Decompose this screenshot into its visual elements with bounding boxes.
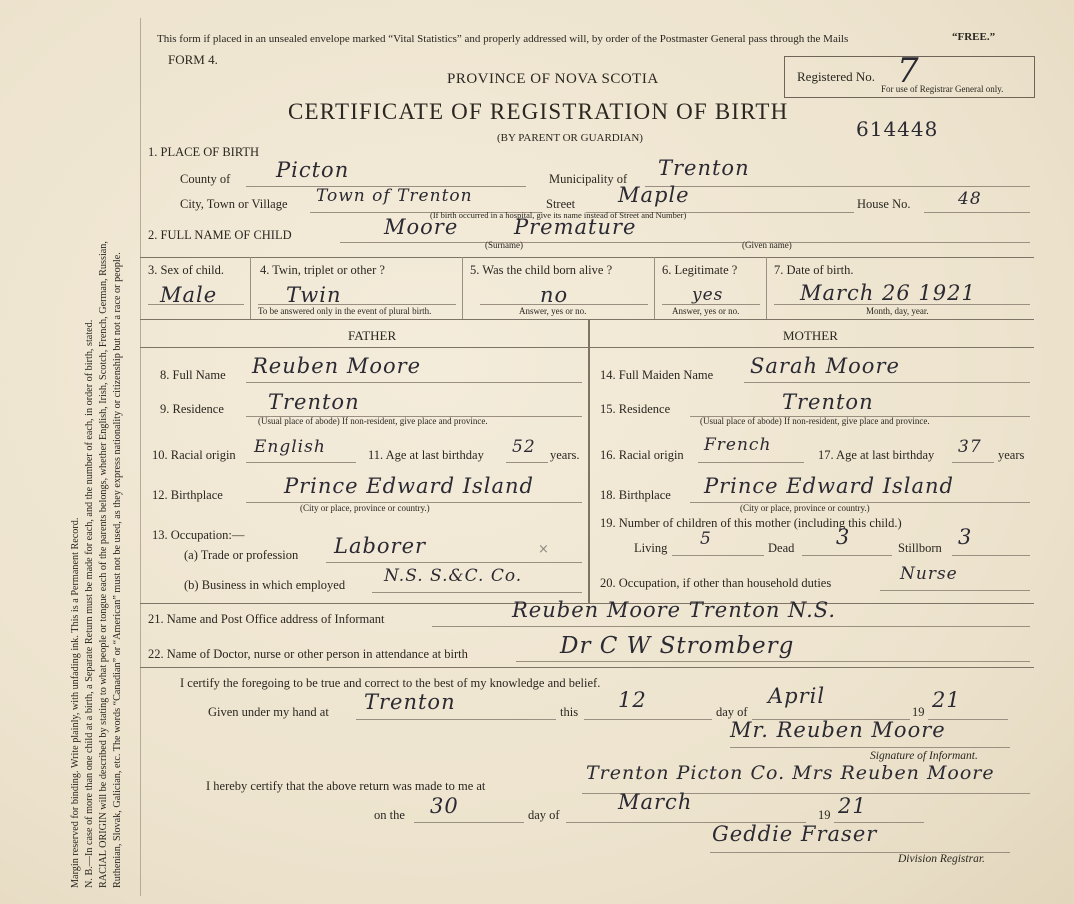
hospital-note: (If birth occurred in a hospital, give its name instead of Street and Number) [430, 210, 687, 220]
trade-line [326, 562, 582, 563]
child-given-name: Premature [514, 215, 637, 239]
cross-mark: × [538, 542, 549, 557]
father-occupation-label: 13. Occupation:— [152, 528, 245, 542]
mother-occupation: Nurse [900, 564, 958, 584]
sex-value: Male [160, 283, 218, 307]
father-heading: FATHER [348, 328, 397, 343]
mother-age: 37 [958, 437, 982, 457]
registered-number: 7 [897, 51, 920, 91]
mother-occupation-label: 20. Occupation, if other than household duties [600, 576, 832, 590]
father-age: 52 [512, 437, 536, 457]
postal-notice: This form if placed in an unsealed envelope marked “Vital Statistics” and properly addressed will, by order of the Postmaster General pass through the Mails [157, 33, 849, 45]
free-mark: “FREE.” [952, 31, 996, 43]
cert-year: 21 [932, 688, 961, 712]
living-line [672, 555, 764, 556]
county-value: Picton [276, 158, 350, 182]
rule-certify [140, 667, 1034, 668]
city-label: City, Town or Village [180, 197, 288, 211]
reg-month: March [618, 790, 693, 814]
divider-1 [250, 257, 251, 319]
registrar-signature-label: Division Registrar. [898, 853, 985, 865]
informant-signature: Mr. Reuben Moore [730, 718, 946, 742]
parents-divider [588, 319, 590, 603]
municipality-line [645, 186, 1030, 187]
mother-birthplace-note: (City or place, province or country.) [740, 503, 870, 513]
divider-4 [766, 257, 767, 319]
given-under-label: Given under my hand at [208, 705, 329, 719]
cert-day-of-label: day of [716, 705, 748, 719]
doctor-line [516, 661, 1030, 662]
margin-note-3: RACIAL ORIGIN will be described by stating to what people or tongue each of the parents belongs, whether English, Irish, Scotch, French, German, Russian, [98, 241, 109, 888]
dead-label: Dead [768, 541, 795, 555]
house-line [924, 212, 1030, 213]
father-race-label: 10. Racial origin [152, 448, 236, 462]
given-place-line [356, 719, 556, 720]
municipality-label: Municipality of [549, 172, 628, 186]
house-label: House No. [857, 197, 911, 211]
street-label: Street [546, 197, 576, 211]
cert-day-line [584, 719, 712, 720]
sex-label: 3. Sex of child. [148, 263, 225, 277]
registered-label: Registered No. [797, 69, 875, 84]
mother-age-label: 17. Age at last birthday [818, 448, 935, 462]
father-birthplace-note: (City or place, province or country.) [300, 503, 430, 513]
father-residence-note: (Usual place of abode) If non-resident, give place and province. [258, 416, 488, 426]
twin-line [258, 304, 456, 305]
father-birthplace-label: 12. Birthplace [152, 488, 223, 502]
informant-label: 21. Name and Post Office address of Informant [148, 612, 385, 626]
father-race-line [246, 462, 356, 463]
rule-after-row [140, 319, 1034, 320]
city-value: Town of Trenton [316, 186, 473, 206]
mother-name-line [744, 382, 1030, 383]
on-the-label: on the [374, 808, 405, 822]
registration-box [784, 51, 1035, 98]
mother-race-line [698, 462, 804, 463]
binding-margin-line [140, 18, 141, 896]
father-trade: Laborer [334, 534, 427, 558]
father-business: N.S. S.&C. Co. [384, 566, 523, 586]
father-race: English [254, 437, 326, 457]
rule-top-row [140, 257, 1034, 258]
province-heading: PROVINCE OF NOVA SCOTIA [447, 71, 659, 87]
date-note: Month, day, year. [866, 306, 929, 316]
mother-race-label: 16. Racial origin [600, 448, 684, 462]
mother-name: Sarah Moore [750, 354, 900, 378]
mother-occupation-line [880, 590, 1030, 591]
dead-line [802, 555, 892, 556]
date-value: March 26 1921 [800, 281, 976, 305]
cert-month: April [768, 684, 826, 708]
mother-name-label: 14. Full Maiden Name [600, 368, 714, 382]
father-name-line [246, 382, 582, 383]
mother-residence-label: 15. Residence [600, 402, 671, 416]
reg-day: 30 [430, 794, 459, 818]
mother-residence: Trenton [782, 390, 874, 414]
place-of-birth-label: 1. PLACE OF BIRTH [148, 145, 260, 159]
living-value: 5 [700, 529, 712, 549]
informant-line [432, 626, 1030, 627]
page-title: CERTIFICATE OF REGISTRATION OF BIRTH [288, 99, 789, 124]
house-value: 48 [958, 189, 982, 209]
reg-day-line [414, 822, 524, 823]
child-name-line [340, 242, 1030, 243]
date-label: 7. Date of birth. [774, 263, 854, 277]
legitimate-label: 6. Legitimate ? [662, 263, 738, 277]
margin-notes [66, 20, 130, 895]
registrar-signature: Geddie Fraser [712, 822, 878, 846]
trade-label: (a) Trade or profession [184, 548, 299, 562]
margin-note-1: Margin reserved for binding. Write plainly, with unfading ink. This is a Permanent Record. [70, 517, 81, 888]
given-name-note: (Given name) [742, 240, 792, 250]
reg-year-prefix: 19 [818, 808, 831, 822]
father-residence-label: 9. Residence [160, 402, 224, 416]
alive-label: 5. Was the child born alive ? [470, 263, 613, 277]
mother-race: French [704, 435, 772, 455]
margin-note-4: Ruthenian, Slovak, Galician, etc. The words “Canadian” or “American” must not be used, as they express nationality or citizenship but not a race or people. [112, 252, 123, 888]
divider-3 [654, 257, 655, 319]
registrar-place: Trenton Picton Co. Mrs Reuben Moore [586, 762, 995, 784]
cert-year-prefix: 19 [912, 705, 925, 719]
children-label: 19. Number of children of this mother (including this child.) [600, 516, 902, 530]
stillborn-value: 3 [958, 525, 973, 549]
father-age-label: 11. Age at last birthday [368, 448, 484, 462]
twin-value: Twin [286, 283, 342, 307]
page-subtitle: (BY PARENT OR GUARDIAN) [497, 132, 643, 144]
father-age-line [506, 462, 548, 463]
street-value: Maple [618, 183, 690, 207]
sex-line [148, 304, 244, 305]
doctor-label: 22. Name of Doctor, nurse or other person in attendance at birth [148, 647, 468, 661]
legitimate-value: yes [692, 285, 724, 305]
twin-label: 4. Twin, triplet or other ? [260, 263, 385, 277]
father-name-label: 8. Full Name [160, 368, 226, 382]
date-line [774, 304, 1030, 305]
cert-day: 12 [618, 688, 647, 712]
alive-note: Answer, yes or no. [519, 306, 587, 316]
this-label: this [560, 705, 579, 719]
informant-signature-label: Signature of Informant. [870, 750, 978, 762]
informant-signature-line [730, 747, 1010, 748]
living-label: Living [634, 541, 668, 555]
legitimate-line [662, 304, 760, 305]
twin-note: To be answered only in the event of plural birth. [258, 306, 432, 316]
father-age-years: years. [550, 448, 580, 462]
dead-value: 3 [836, 525, 851, 549]
mother-heading: MOTHER [783, 328, 838, 343]
divider-2 [462, 257, 463, 319]
doctor-value: Dr C W Stromberg [560, 633, 795, 659]
municipality-value: Trenton [658, 156, 750, 180]
stillborn-line [952, 555, 1030, 556]
stamp-number: 614448 [856, 117, 939, 141]
child-name-label: 2. FULL NAME OF CHILD [148, 228, 292, 242]
mother-age-years: years [998, 448, 1025, 462]
given-place: Trenton [364, 690, 456, 714]
informant-value: Reuben Moore Trenton N.S. [512, 598, 837, 622]
child-surname: Moore [384, 215, 459, 239]
business-label: (b) Business in which employed [184, 578, 346, 592]
reg-day-of-label: day of [528, 808, 560, 822]
reg-year: 21 [838, 794, 867, 818]
form-number: FORM 4. [168, 52, 218, 67]
father-residence: Trenton [268, 390, 360, 414]
mother-age-line [952, 462, 994, 463]
alive-value: no [540, 283, 569, 307]
legitimate-note: Answer, yes or no. [672, 306, 740, 316]
surname-note: (Surname) [485, 240, 523, 250]
father-birthplace: Prince Edward Island [284, 474, 534, 498]
mother-birthplace: Prince Edward Island [704, 474, 954, 498]
rule-parents [140, 347, 1034, 348]
county-label: County of [180, 172, 231, 186]
margin-note-2: N. B.—In case of more than one child at a birth, a Separate Return must be made for each, and the number of each, in order of birth, stated. [84, 319, 95, 888]
registered-note: For use of Registrar General only. [881, 84, 1004, 94]
certify-statement: I certify the foregoing to be true and correct to the best of my knowledge and belief. [180, 676, 601, 690]
business-line [372, 592, 582, 593]
father-name: Reuben Moore [252, 354, 422, 378]
mother-birthplace-label: 18. Birthplace [600, 488, 671, 502]
alive-line [480, 304, 648, 305]
registrar-statement: I hereby certify that the above return was made to me at [206, 779, 486, 793]
mother-residence-note: (Usual place of abode) If non-resident, give place and province. [700, 416, 930, 426]
stillborn-label: Stillborn [898, 541, 942, 555]
